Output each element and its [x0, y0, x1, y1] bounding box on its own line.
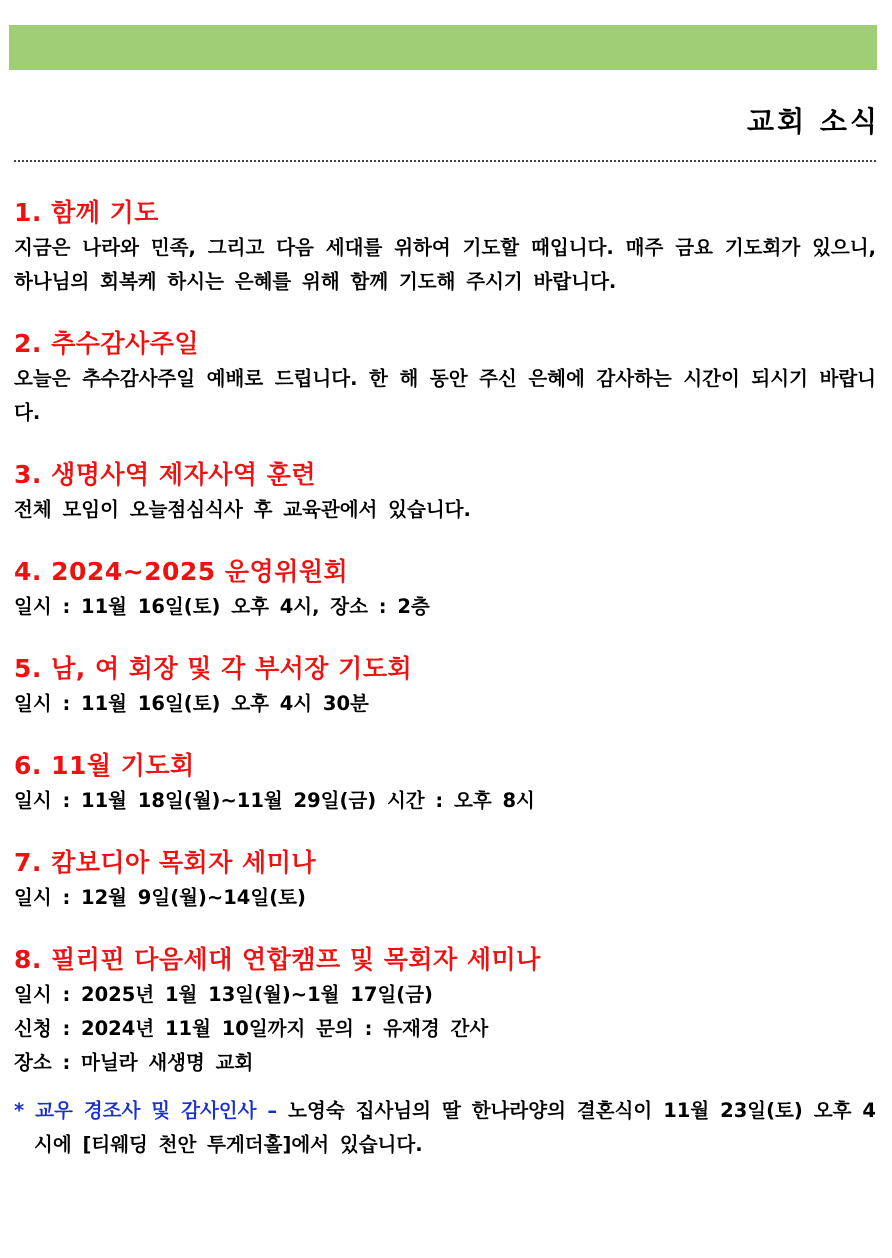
section-november-prayer [14, 748, 876, 818]
section-thanksgiving [14, 326, 876, 430]
notice-heading: * 교우 경조사 및 감사인사 – [14, 1099, 278, 1122]
section-line-venue: 장소 : 마닐라 새생명 교회 [14, 1051, 254, 1074]
section-body: 일시 : 11월 16일(토) 오후 4시 30분 [14, 692, 369, 715]
section-discipleship-training [14, 457, 876, 527]
header-bar [9, 25, 877, 70]
section-title: 6. 11월 기도회 [14, 751, 195, 780]
section-body: 일시 : 12월 9일(월)~14일(토) [14, 886, 306, 909]
section-title: 2. 추수감사주일 [14, 329, 199, 358]
section-title: 1. 함께 기도 [14, 198, 159, 227]
section-line-date: 일시 : 2025년 1월 13일(월)~1월 17일(금) [14, 983, 433, 1006]
news-content [14, 195, 876, 1162]
page-title: 교회 소식 [747, 105, 880, 138]
congregation-notice [14, 1094, 876, 1162]
section-title: 4. 2024~2025 운영위원회 [14, 557, 349, 586]
section-leaders-prayer [14, 651, 876, 721]
section-body: 오늘은 추수감사주일 예배로 드립니다. 한 해 동안 주신 은혜에 감사하는 시간이 되시기 바랍니다. [14, 367, 876, 424]
section-prayer [14, 195, 876, 299]
section-body: 지금은 나라와 민족, 그리고 다음 세대를 위하여 기도할 때입니다. 매주 금요 기도회가 있으니, 하나님의 회복케 하시는 은혜를 위해 함께 기도해 주시기 바랍니다. [14, 236, 876, 293]
section-steering-committee [14, 554, 876, 624]
section-philippines-camp [14, 942, 876, 1080]
notice-body: 노영숙 집사님의 딸 한나라양의 결혼식이 11월 23일(토) 오후 4시에 [티웨딩 천안 투게더홀]에서 있습니다. [34, 1099, 876, 1156]
section-body: 일시 : 11월 16일(토) 오후 4시, 장소 : 2층 [14, 595, 430, 618]
section-title: 8. 필리핀 다음세대 연합캠프 및 목회자 세미나 [14, 945, 541, 974]
section-title: 7. 캄보디아 목회자 세미나 [14, 848, 317, 877]
section-body: 일시 : 11월 18일(월)~11월 29일(금) 시간 : 오후 8시 [14, 789, 535, 812]
section-cambodia-seminar [14, 845, 876, 915]
section-line-registration: 신청 : 2024년 11월 10일까지 문의 : 유재경 간사 [14, 1017, 489, 1040]
dotted-divider [14, 160, 876, 162]
section-title: 3. 생명사역 제자사역 훈련 [14, 460, 317, 489]
section-title: 5. 남, 여 회장 및 각 부서장 기도회 [14, 654, 413, 683]
section-body: 전체 모임이 오늘점심식사 후 교육관에서 있습니다. [14, 498, 471, 521]
